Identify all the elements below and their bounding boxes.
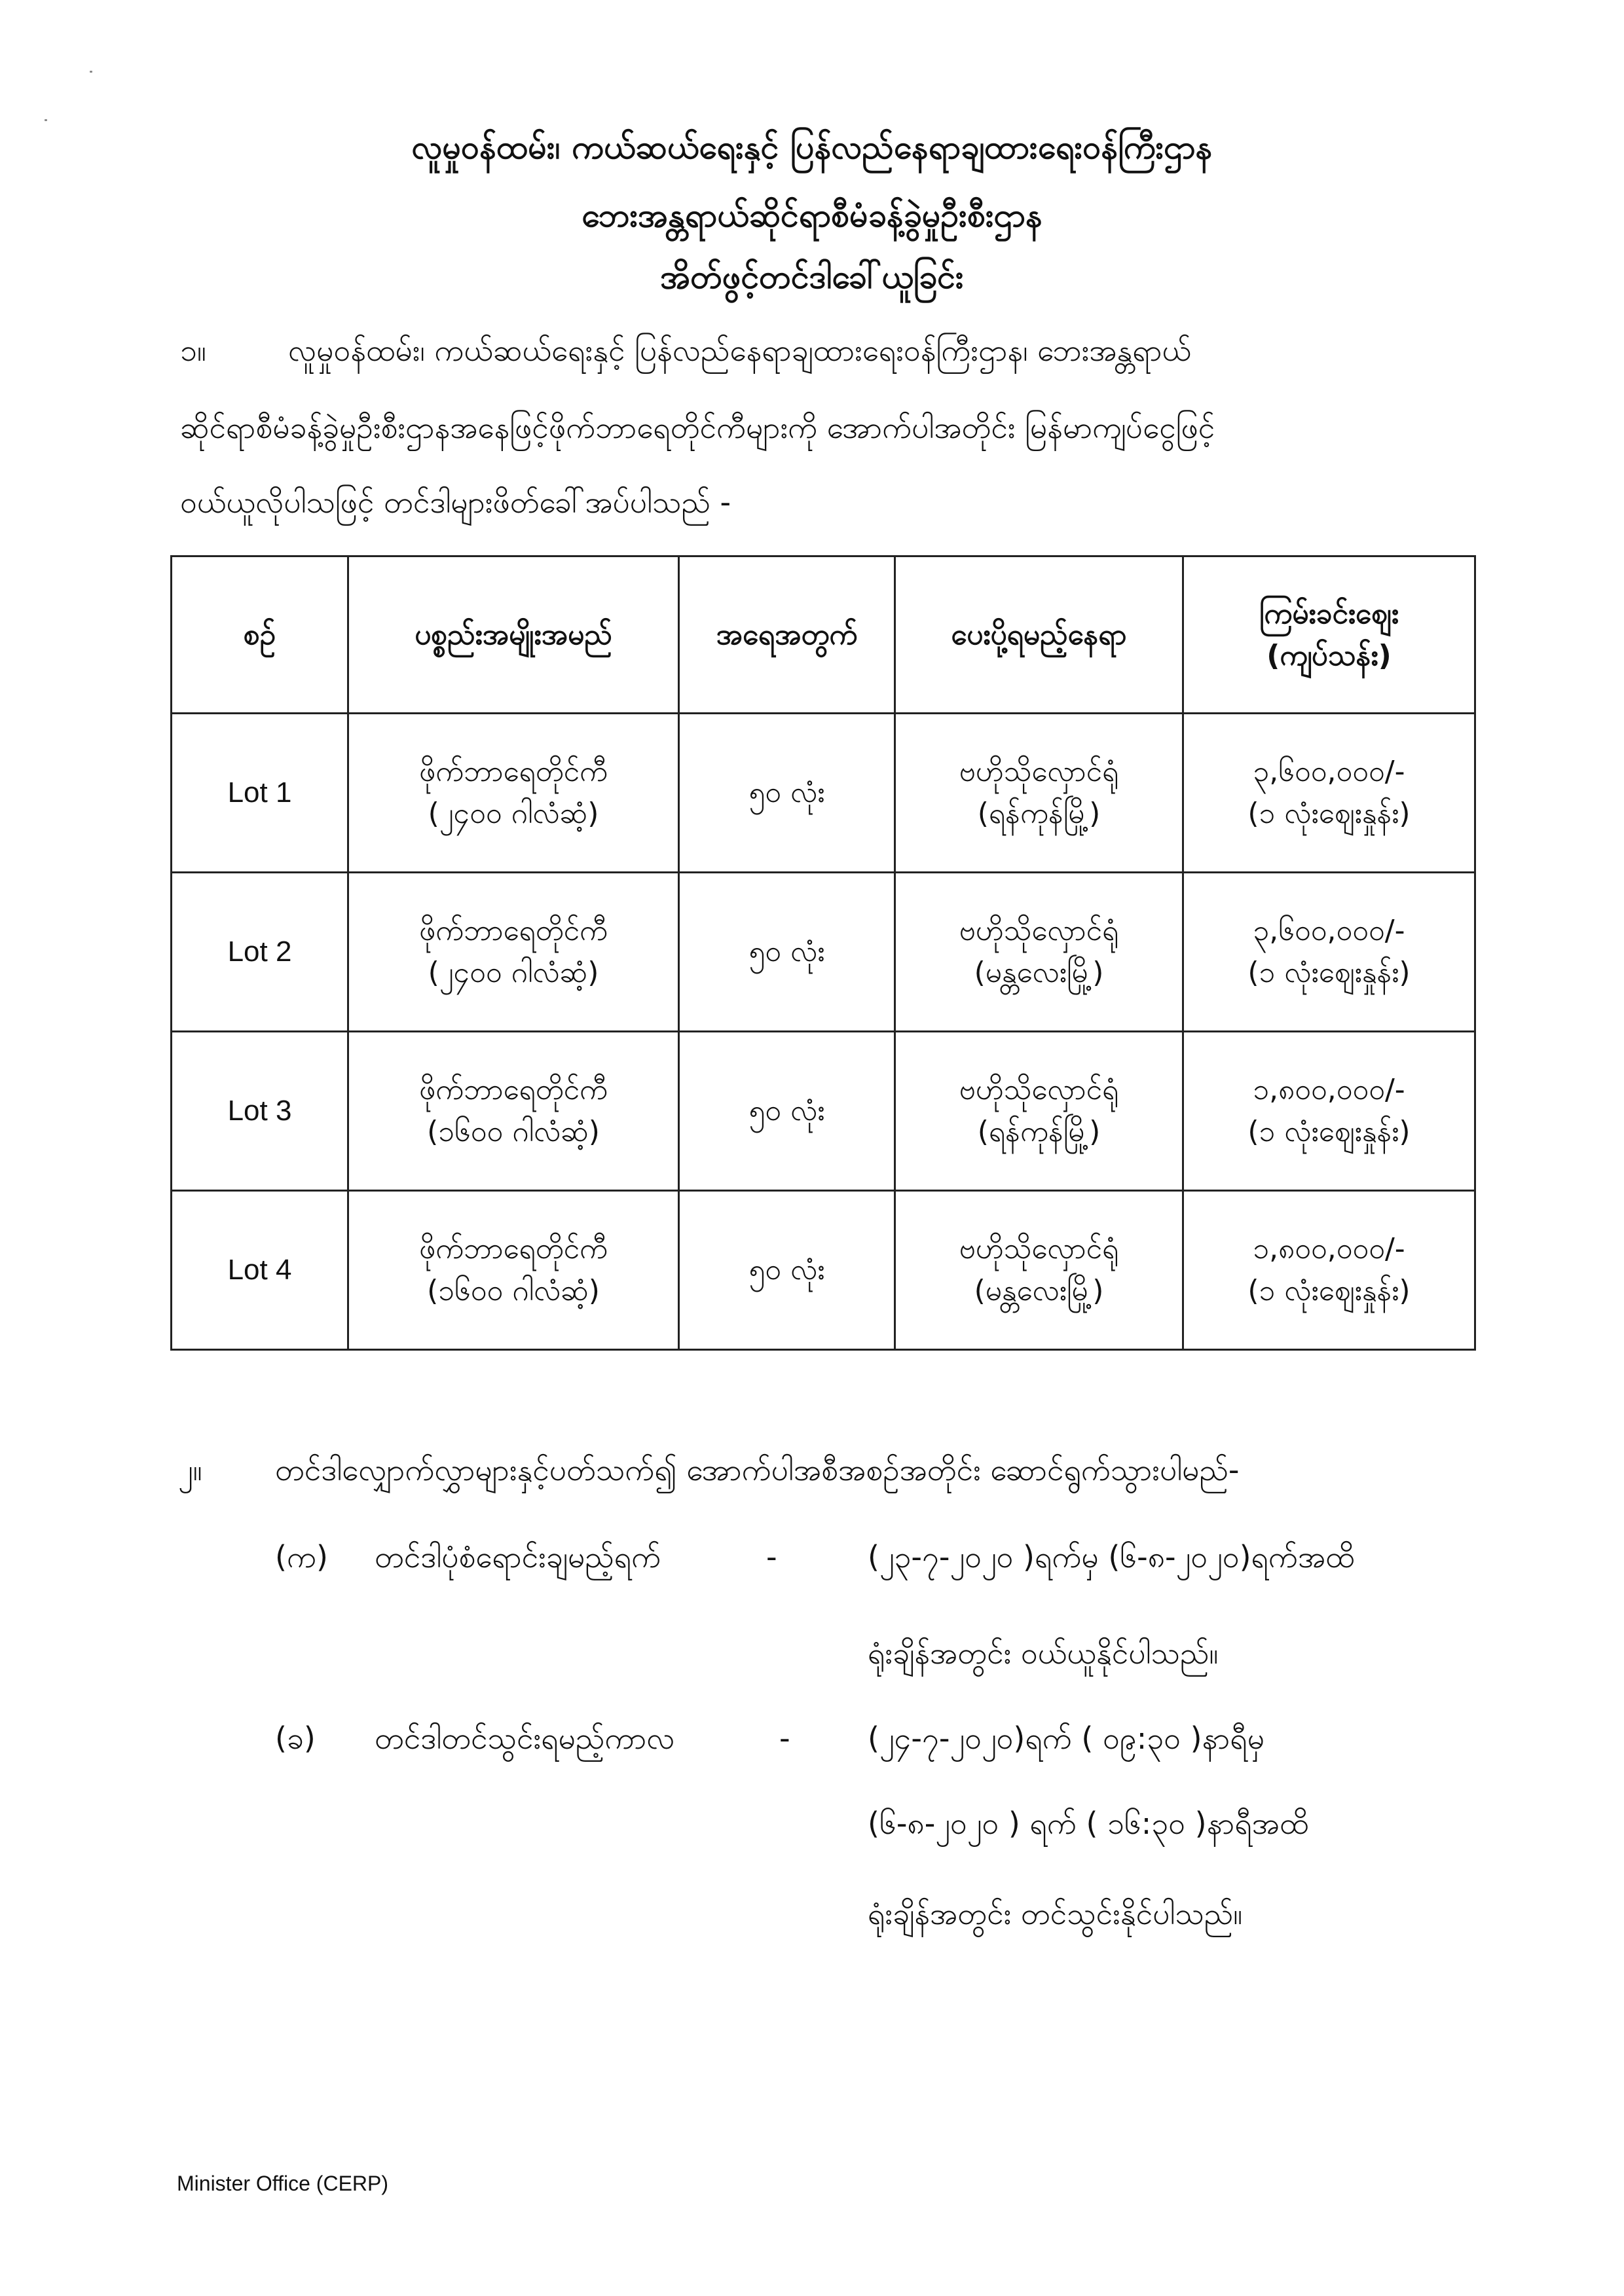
quantity-cell: ၅၀ လုံး [679, 873, 895, 1032]
header-serial: စဉ် [172, 556, 348, 714]
item-name: ဖိုက်ဘာရေတိုင်ကီ [418, 1232, 608, 1266]
place-city: (မန္တလေးမြို့) [974, 956, 1104, 989]
header-reserve-price [1183, 556, 1475, 714]
price-note: (၁ လုံးဈေးနှုန်း) [1247, 956, 1411, 989]
header-price-line1: ကြမ်းခင်းဈေး [1259, 596, 1399, 630]
item-b-value1: (၂၄-၇-၂၀၂၀)ရက် ( ၀၉:၃၀ )နာရီမှ [868, 1721, 1264, 1756]
item-b-dash: - [779, 1721, 790, 1756]
place-cell [895, 873, 1183, 1032]
item-b-value3: ရုံးချိန်အတွင်း တင်သွင်းနိုင်ပါသည်။ [868, 1896, 1243, 1931]
scan-speck [90, 71, 92, 73]
place-name: ဗဟိုသိုလှောင်ရုံ [959, 914, 1119, 947]
place-name: ဗဟိုသိုလှောင်ရုံ [959, 1073, 1119, 1106]
header-delivery-place: ပေးပို့ရမည့်နေရာ [895, 556, 1183, 714]
place-name: ဗဟိုသိုလှောင်ရုံ [959, 755, 1119, 788]
item-cell [348, 873, 679, 1032]
department-title: ဘေးအန္တရာယ်ဆိုင်ရာစီမံခန့်ခွဲမှုဦးစီးဌာန [581, 196, 1043, 234]
price-cell [1183, 1032, 1475, 1191]
price-note: (၁ လုံးဈေးနှုန်း) [1247, 797, 1411, 830]
table-row [172, 714, 1475, 873]
lot-cell: Lot 3 [172, 1032, 348, 1191]
item-a-dash: - [766, 1539, 777, 1575]
ministry-title: လူမှုဝန်ထမ်း၊ ကယ်ဆယ်ရေးနှင့် ပြန်လည်နေရာချထားရေးဝန်ကြီးဌာန [411, 128, 1213, 166]
item-b-title: တင်ဒါတင်သွင်းရမည့်ကာလ [375, 1721, 675, 1756]
price-cell [1183, 714, 1475, 873]
price-value: ၁,၈၀၀,၀၀၀/- [1253, 1232, 1405, 1266]
table-row [172, 1032, 1475, 1191]
price-value: ၃,၆၀၀,၀၀၀/- [1253, 914, 1405, 947]
item-a-label: (က) [275, 1539, 328, 1575]
lot-cell: Lot 1 [172, 714, 348, 873]
header-quantity: အရေအတွက် [679, 556, 895, 714]
price-value: ၁,၈၀၀,၀၀၀/- [1253, 1073, 1405, 1106]
section2-number: ၂။ [178, 1452, 202, 1487]
lot-cell: Lot 2 [172, 873, 348, 1032]
item-name: ဖိုက်ဘာရေတိုင်ကီ [418, 1073, 608, 1106]
place-cell [895, 1032, 1183, 1191]
table-header-row [172, 556, 1475, 714]
price-cell [1183, 873, 1475, 1032]
section1-number: ၁။ [180, 333, 206, 368]
place-name: ဗဟိုသိုလှောင်ရုံ [959, 1232, 1119, 1266]
place-cell [895, 1191, 1183, 1350]
tender-table [170, 555, 1476, 1351]
item-capacity: (၂၄၀၀ ဂါလံဆံ့) [428, 956, 599, 989]
item-cell [348, 1191, 679, 1350]
item-cell [348, 714, 679, 873]
item-a-value1: (၂၃-၇-၂၀၂၀ )ရက်မှ (၆-၈-၂၀၂၀)ရက်အထိ [868, 1539, 1355, 1575]
place-city: (ရန်ကုန်မြို့) [977, 1115, 1101, 1148]
price-cell [1183, 1191, 1475, 1350]
quantity-cell: ၅၀ လုံး [679, 1191, 895, 1350]
section1-line2: ဆိုင်ရာစီမံခန့်ခွဲမှုဦးစီးဌာနအနေဖြင့်ဖိုက်ဘာရေတိုင်ကီများကို အောက်ပါအတိုင်း မြန်မာကျပ်ငွေဖြင့် [180, 410, 1215, 445]
item-a-value2: ရုံးချိန်အတွင်း ဝယ်ယူနိုင်ပါသည်။ [868, 1635, 1219, 1671]
item-capacity: (၂၄၀၀ ဂါလံဆံ့) [428, 797, 599, 830]
footer-office: Minister Office (CERP) [177, 2172, 389, 2195]
section2-line1: တင်ဒါလျှောက်လွှာများနှင့်ပတ်သက်၍ အောက်ပါအစီအစဉ်အတိုင်း ဆောင်ရွက်သွားပါမည်- [275, 1452, 1240, 1487]
price-value: ၃,၆၀၀,၀၀၀/- [1253, 755, 1405, 788]
section1-line3: ဝယ်ယူလိုပါသဖြင့် တင်ဒါများဖိတ်ခေါ်အပ်ပါသည် - [180, 484, 731, 520]
quantity-cell: ၅၀ လုံး [679, 1032, 895, 1191]
header-item: ပစ္စည်းအမျိုးအမည် [348, 556, 679, 714]
notice-title: အိတ်ဖွင့်တင်ဒါခေါ်ယူခြင်း [660, 258, 964, 296]
scan-speck [45, 119, 47, 121]
quantity-cell: ၅၀ လုံး [679, 714, 895, 873]
item-name: ဖိုက်ဘာရေတိုင်ကီ [418, 755, 608, 788]
item-a-title: တင်ဒါပုံစံရောင်းချမည့်ရက် [375, 1539, 661, 1575]
header-price-line2: (ကျပ်သန်း) [1266, 638, 1392, 672]
item-cell [348, 1032, 679, 1191]
item-b-value2: (၆-၈-၂၀၂၀ ) ရက် ( ၁၆:၃၀ )နာရီအထိ [868, 1806, 1309, 1841]
table-row [172, 873, 1475, 1032]
item-capacity: (၁၆၀၀ ဂါလံဆံ့) [427, 1115, 600, 1148]
place-city: (မန္တလေးမြို့) [974, 1274, 1104, 1307]
price-note: (၁ လုံးဈေးနှုန်း) [1247, 1115, 1411, 1148]
section1-line1: လူမှုဝန်ထမ်း၊ ကယ်ဆယ်ရေးနှင့် ပြန်လည်နေရာချထားရေးဝန်ကြီးဌာန၊ ဘေးအန္တရာယ် [288, 333, 1192, 368]
place-city: (ရန်ကုန်မြို့) [977, 797, 1101, 830]
item-name: ဖိုက်ဘာရေတိုင်ကီ [418, 914, 608, 947]
item-b-label: (ခ) [275, 1721, 316, 1756]
lot-cell: Lot 4 [172, 1191, 348, 1350]
place-cell [895, 714, 1183, 873]
item-capacity: (၁၆၀၀ ဂါလံဆံ့) [427, 1274, 600, 1307]
table-row [172, 1191, 1475, 1350]
price-note: (၁ လုံးဈေးနှုန်း) [1247, 1274, 1411, 1307]
